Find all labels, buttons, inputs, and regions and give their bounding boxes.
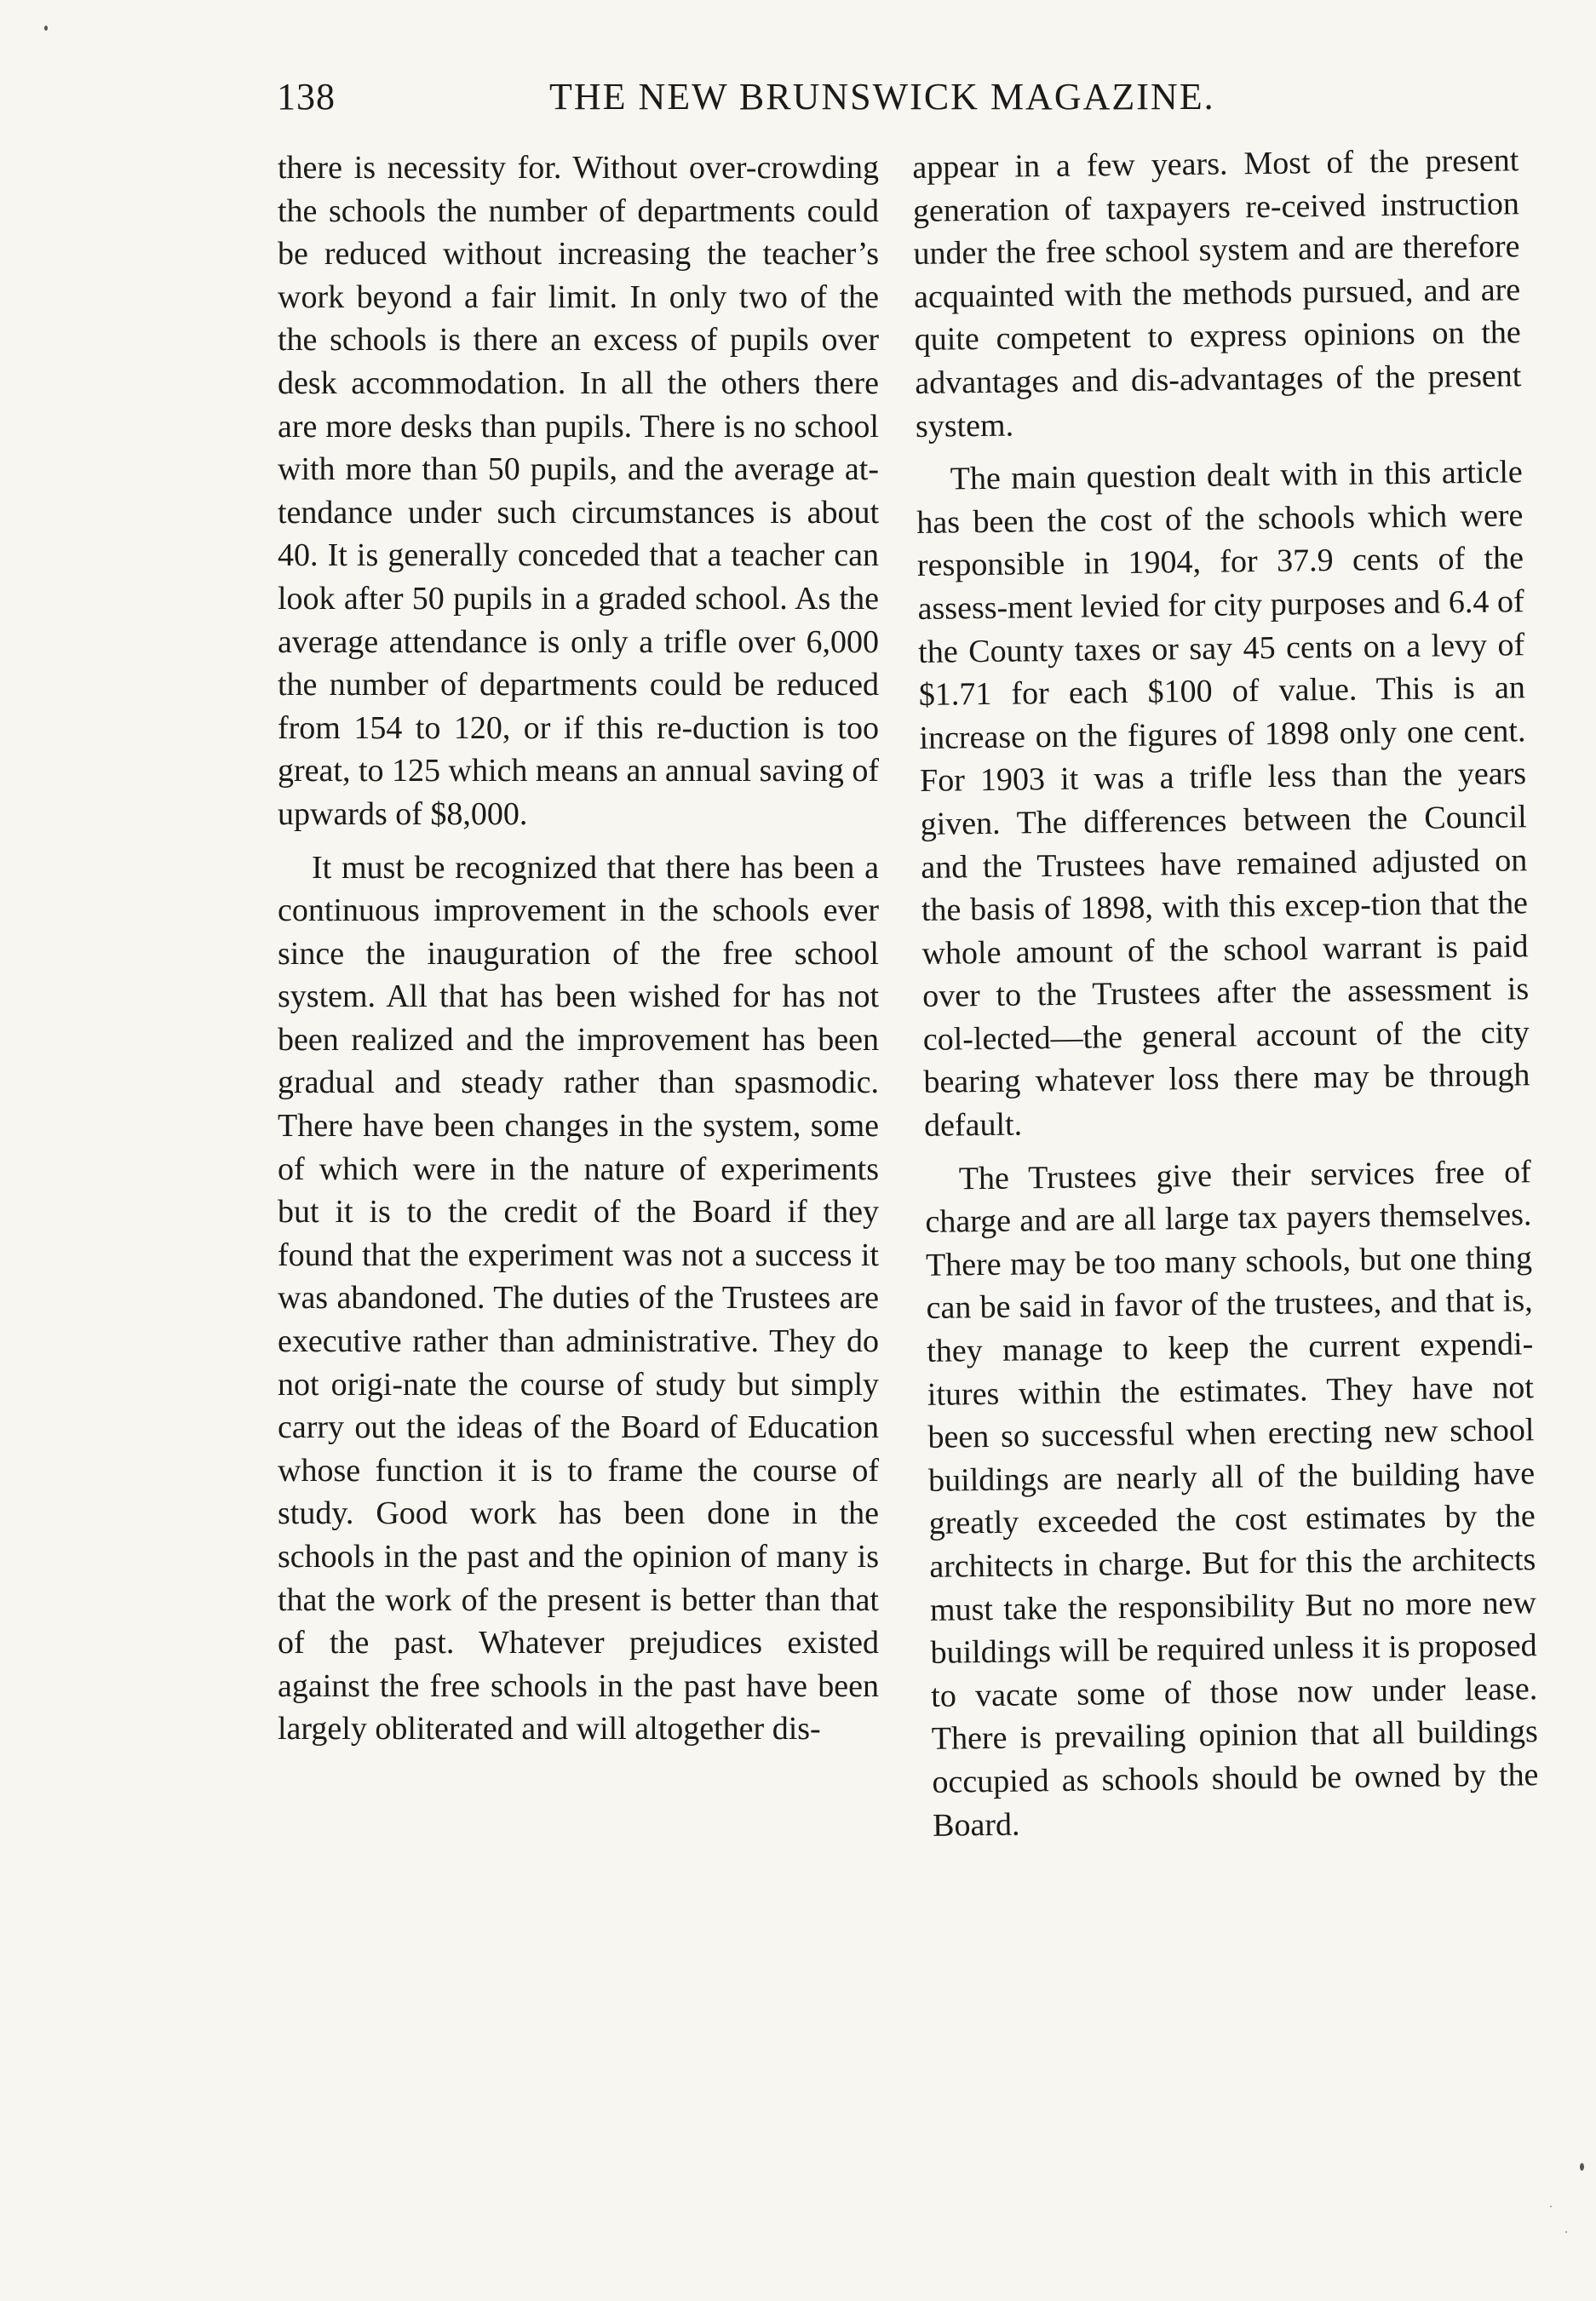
journal-title: THE NEW BRUNSWICK MAGAZINE. [549,76,1215,118]
scan-speck [44,26,48,31]
page-number: 138 [277,76,336,118]
paragraph: there is necessity for. Without over-crowding the schools the number of departments could be reduced without increasing the teacher’s work beyond a fair limit. In only two of the the schools is there an excess of pupils over desk accommodation. In all the others there are more desks than pupils. There is no school with more than 50 pupils, and the average at-tendance under such circumstances is about 40. It is generally conceded that a teacher can look after 50 pupils in a graded school. As the average attendance is only a trifle over 6,000 the number of departments could be reduced from 154 to 120, or if this re-duction is too great, to 125 which means an annual saving of upwards of $8,000. [278,150,879,832]
paragraph: appear in a few years. Most of the present generation of taxpayers re-ceived instruction under the free school system and are therefore acquainted with the methods pursued, and are quite competent to express opinions on the advantages and dis-advantages of the present system. [912,142,1522,445]
scan-speck [1565,2231,1567,2233]
paragraph: It must be recognized that there has been a continuous improvement in the schools ever since the inauguration of the free school system. All that has been wished for has not been realized and the improvement has been gradual and steady rather than spasmodic. There have been changes in the system, some of which were in the nature of experiments but it is to the credit of the Board if they found that the experiment was not a success it was abandoned. The duties of the Trustees are executive rather than administrative. They do not origi-nate the course of study but simply carry out the ideas of the Board of Education whose function it is to frame the course of study. Good work has been done in the schools in the past and the opinion of many is that the work of the present is better than that of the past. Whatever prejudices existed against the free schools in the past have been largely obliterated and will altogether dis- [278,849,879,1747]
left-text-column [278,146,879,1761]
scan-speck [1580,2163,1584,2171]
paragraph: The Trustees give their services free of charge and are all large tax payers themselves. There may be too many schools, but one thing can be said in favor of the trustees, and that is, they manage to keep the current expendi-itures within the estimates. They have not been so successful when erecting new school buildings are nearly all of the building have greatly exceeded the cost estimates by the architects in charge. But for this the architects must take the responsibility But no more new buildings will be required unless it is proposed to vacate some of those now under lease. There is prevailing opinion that all buildings occupied as schools should be owned by the Board. [925,1153,1539,1844]
scan-speck [1550,2206,1552,2207]
paragraph: The main question dealt with in this article has been the cost of the schools which were responsible in 1904, for 37.9 cents of the assess-ment levied for city purposes and 6.4 of the County taxes or say 45 cents on a levy of $1.71 for each $100 of value. This is an increase on the figures of 1898 only one cent. For 1903 it was a trifle less than the years given. The differences between the Council and the Trustees have remained adjusted on the basis of 1898, with this excep-tion that the whole amount of the school warrant is paid over to the Trustees after the assessment is col-lected—the general account of the city bearing whatever loss there may be through default. [916,454,1530,1144]
right-text-column [912,139,1539,1857]
running-head [277,75,1512,135]
